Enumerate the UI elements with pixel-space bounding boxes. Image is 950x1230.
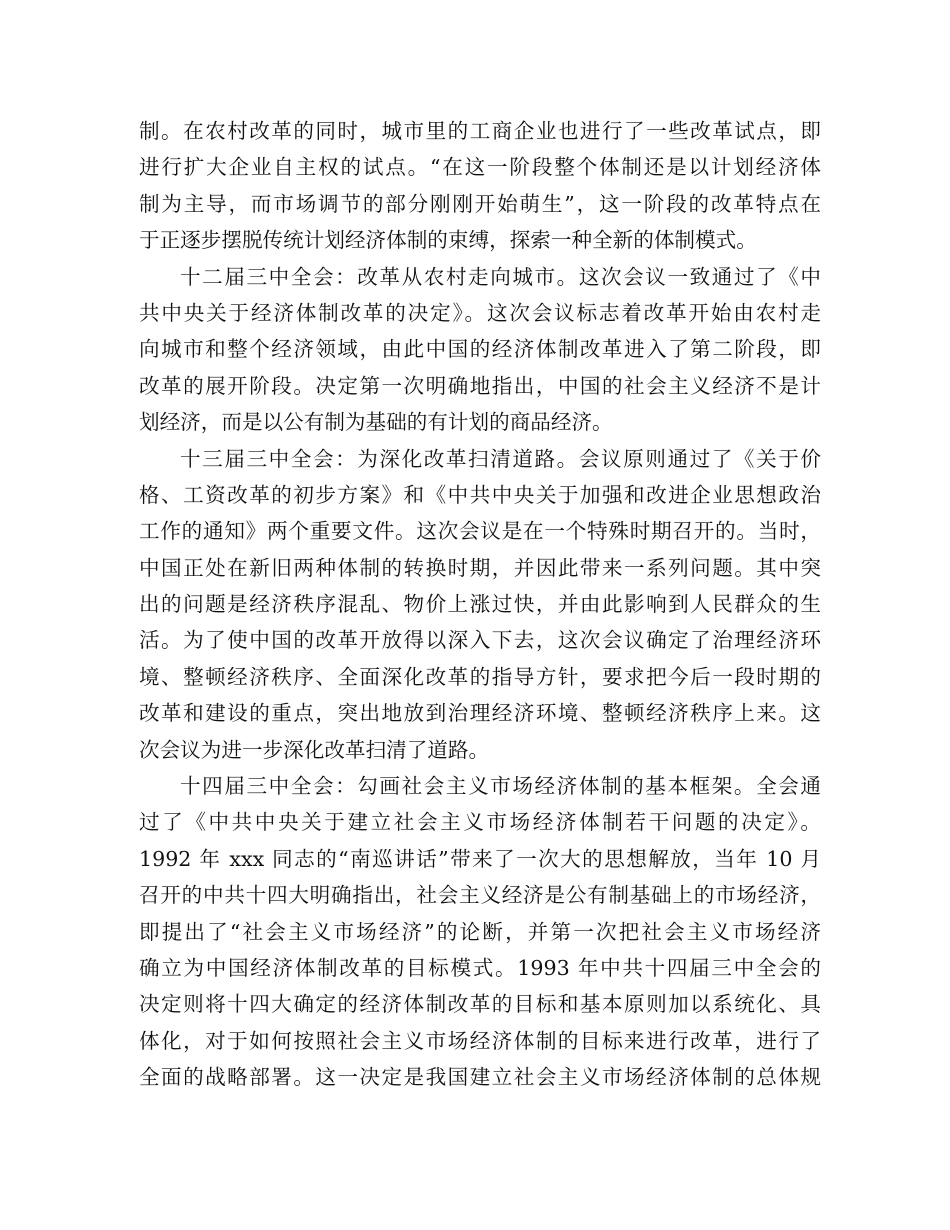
text-line: 境、整顿经济秩序、全面深化改革的指导方针，要求把今后一段时期的 xyxy=(139,664,821,689)
text-line: 向城市和整个经济领域，由此中国的经济体制改革进入了第二阶段，即 xyxy=(139,337,821,362)
body-text xyxy=(139,113,821,1096)
text-line: 制为主导，而市场调节的部分刚刚开始萌生”，这一阶段的改革特点在 xyxy=(139,191,821,216)
text-line: 出的问题是经济秩序混乱、物价上涨过快，并由此影响到人民群众的生 xyxy=(139,592,821,617)
text-line: 1992 年 xxx 同志的“南巡讲话”带来了一次大的思想解放，当年 10 月 xyxy=(139,846,821,871)
text-line: 格、工资改革的初步方案》和《中共中央关于加强和改进企业思想政治 xyxy=(139,482,821,507)
text-line: 即提出了“社会主义市场经济”的论断，并第一次把社会主义市场经济 xyxy=(139,919,821,944)
text-line: 改革和建设的重点，突出地放到治理经济环境、整顿经济秩序上来。这 xyxy=(139,701,821,726)
text-line: 中国正处在新旧两种体制的转换时期，并因此带来一系列问题。其中突 xyxy=(139,555,821,580)
text-line: 于正逐步摆脱传统计划经济体制的束缚，探索一种全新的体制模式。 xyxy=(139,228,757,253)
text-line: 次会议为进一步深化改革扫清了道路。 xyxy=(139,737,490,762)
text-line: 体化，对于如何按照社会主义市场经济体制的目标来进行改革，进行了 xyxy=(139,1028,821,1053)
paragraph-start-line: 十四届三中全会：勾画社会主义市场经济体制的基本框架。全会通 xyxy=(180,774,821,799)
text-line: 决定则将十四大确定的经济体制改革的目标和基本原则加以系统化、具 xyxy=(139,992,821,1017)
text-line: 共中央关于经济体制改革的决定》。这次会议标志着改革开始由农村走 xyxy=(139,300,821,325)
text-line: 工作的通知》两个重要文件。这次会议是在一个特殊时期召开的。当时， xyxy=(139,519,821,544)
text-line: 改革的展开阶段。决定第一次明确地指出，中国的社会主义经济不是计 xyxy=(139,373,821,398)
text-line: 确立为中国经济体制改革的目标模式。1993 年中共十四届三中全会的 xyxy=(139,955,821,980)
paragraph-start-line: 十三届三中全会：为深化改革扫清道路。会议原则通过了《关于价 xyxy=(180,446,821,471)
text-line: 进行扩大企业自主权的试点。“在这一阶段整个体制还是以计划经济体 xyxy=(139,155,821,180)
text-line: 召开的中共十四大明确指出，社会主义经济是公有制基础上的市场经济， xyxy=(139,883,821,908)
text-line: 划经济，而是以公有制为基础的有计划的商品经济。 xyxy=(139,410,613,435)
text-line: 全面的战略部署。这一决定是我国建立社会主义市场经济体制的总体规 xyxy=(139,1065,821,1090)
text-line: 过了《中共中央关于建立社会主义市场经济体制若干问题的决定》。 xyxy=(139,810,821,835)
text-line: 制。在农村改革的同时，城市里的工商企业也进行了一些改革试点，即 xyxy=(139,119,821,143)
text-line: 活。为了使中国的改革开放得以深入下去，这次会议确定了治理经济环 xyxy=(139,628,821,653)
paragraph-start-line: 十二届三中全会：改革从农村走向城市。这次会议一致通过了《中 xyxy=(180,264,821,289)
